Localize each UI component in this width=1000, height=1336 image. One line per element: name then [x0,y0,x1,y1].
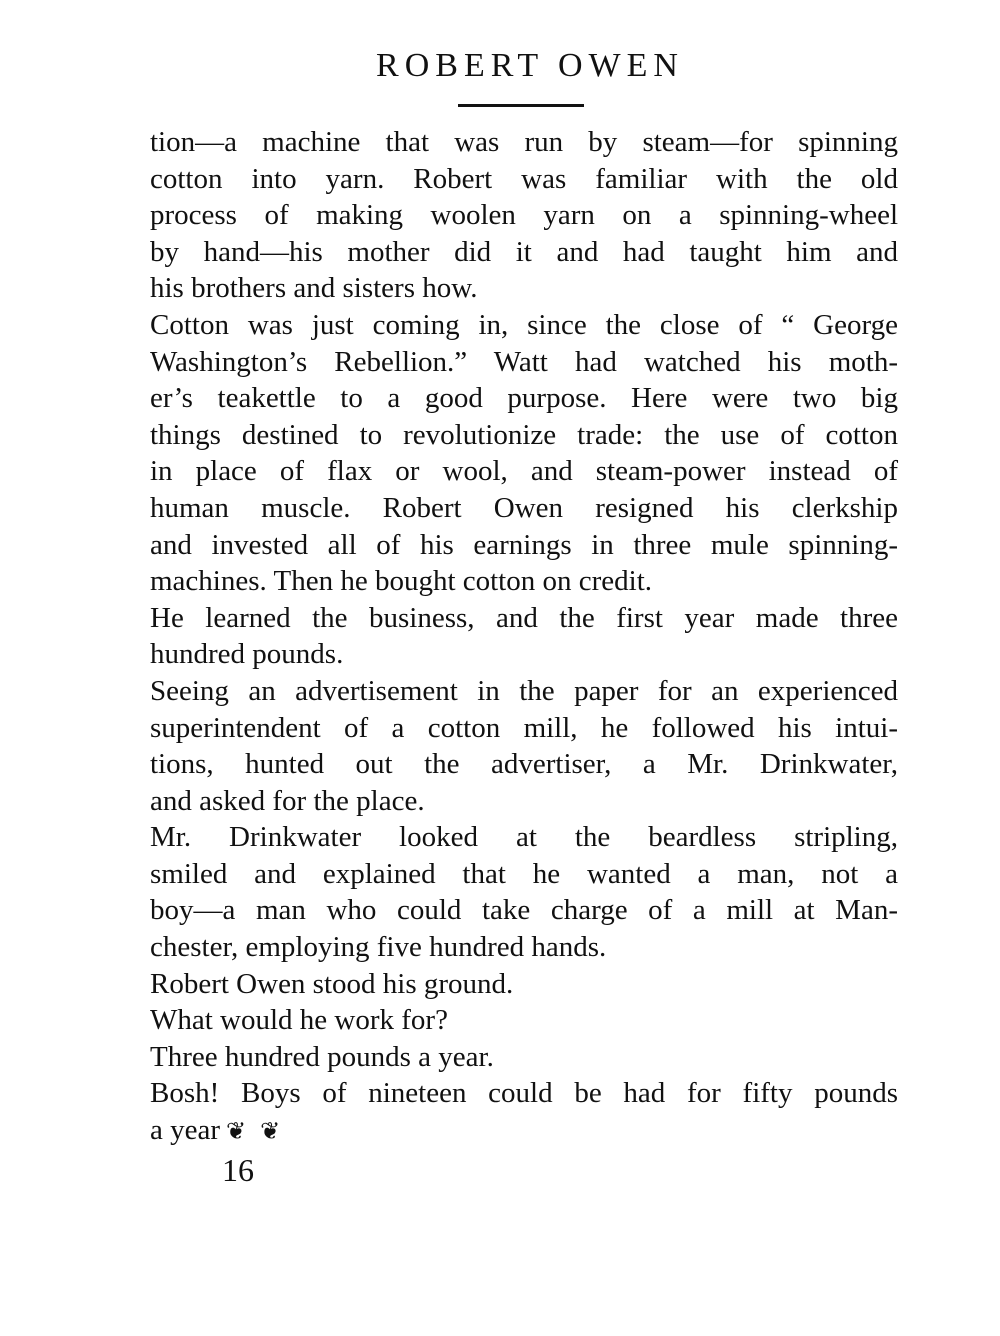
text-line-content: superintendent of a cotton mill, he followed his intui- [150,711,898,744]
text-line [150,490,898,527]
text-line [150,270,898,307]
text-line-content: things destined to revolutionize trade: the use of cotton [150,418,898,451]
page-number: 16 [222,1152,254,1188]
text-line [150,929,898,966]
text-line-content: Mr. Drinkwater looked at the beardless stripling, [150,821,898,854]
text-line [150,1002,898,1039]
header-rule [458,104,584,107]
text-line [150,746,898,783]
text-line [150,856,898,893]
text-line [150,527,898,564]
text-line-content: boy—a man who could take charge of a mill at Man- [150,894,898,927]
text-line-content: human muscle. Robert Owen resigned his clerkship [150,491,898,524]
text-line-content: cotton into yarn. Robert was familiar with the old [150,162,898,195]
text-line [150,344,898,381]
body-text [150,124,898,1149]
text-line [150,966,898,1003]
running-head-title: ROBERT OWEN [376,47,684,84]
text-line [150,417,898,454]
text-line-content: tion—a machine that was run by steam—for spinning [150,126,898,158]
text-line [150,636,898,673]
text-line-content: smiled and explained that he wanted a man, not a [150,857,898,890]
text-line [150,197,898,234]
text-line [150,1112,898,1149]
text-line [150,307,898,344]
text-line-content: Washington’s Rebellion.” Watt had watched his moth- [150,345,898,378]
text-line-content: his brothers and sisters how. [150,272,478,305]
text-line [150,161,898,198]
text-line-content: in place of flax or wool, and steam-power instead of [150,455,898,488]
text-line [150,453,898,490]
text-line-content: and asked for the place. [150,784,425,817]
text-line-content: a year [150,1114,221,1147]
text-line-content: hundred pounds. [150,638,344,671]
text-line [150,124,898,161]
text-line [150,892,898,929]
text-line-content: Robert Owen stood his ground. [150,967,514,1000]
text-line [150,783,898,820]
text-line [150,563,898,600]
text-line-content: er’s teakettle to a good purpose. Here were two big [150,382,898,415]
text-line [150,380,898,417]
text-line-content: Seeing an advertisement in the paper for an experienced [150,674,898,707]
text-line [150,600,898,637]
text-line [150,1039,898,1076]
text-line-content: chester, employing five hundred hands. [150,931,607,964]
text-line-content: process of making woolen yarn on a spinning-wheel [150,199,898,232]
text-line [150,234,898,271]
text-line [150,1075,898,1112]
text-line-content: machines. Then he bought cotton on credit. [150,565,653,598]
text-line-content: What would he work for? [150,1004,448,1037]
text-line-content: tions, hunted out the advertiser, a Mr. Drinkwater, [150,748,898,781]
text-line [150,819,898,856]
text-line-content: He learned the business, and the first year made three [150,601,898,634]
text-line-content: by hand—his mother did it and had taught him and [150,235,898,268]
text-line-content: Cotton was just coming in, since the close of “ George [150,308,898,341]
text-line [150,710,898,747]
text-line-content: Bosh! Boys of nineteen could be had for fifty pounds [150,1077,898,1110]
text-line [150,673,898,710]
text-line-content: and invested all of his earnings in three mule spinning- [150,528,898,561]
fleuron-ornament-icon: ❦ ❦ [226,1119,285,1146]
text-line-content: Three hundred pounds a year. [150,1040,494,1073]
